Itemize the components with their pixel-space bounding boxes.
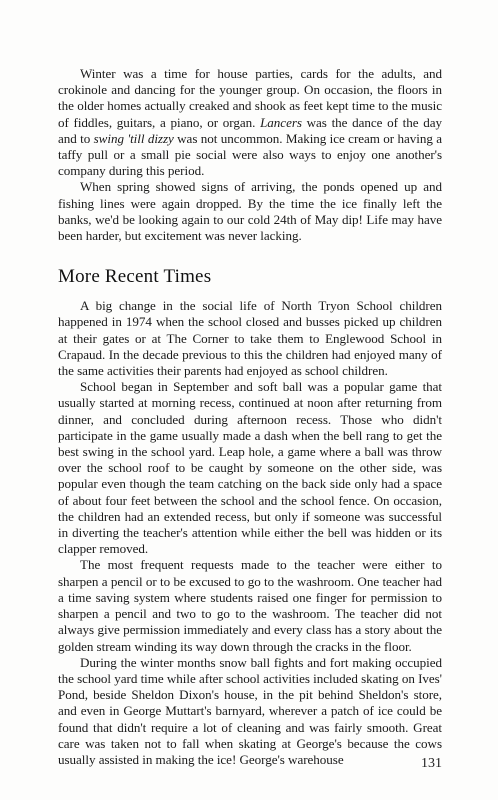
page-content bbox=[58, 66, 442, 768]
paragraph-text: During the winter months snow ball fights and fort making occupied the school yard time while after school activities included skating on Ives' Pond, beside Sheldon Dixon's house, in the pit behind Sheldon's store, and even in George Muttart's barnyard, wherever a patch of ice could be found that didn't require a lot of cleaning and was fairly smooth. Great care was taken not to fall when skating at George's because the cows usually assisted in making the ice! George's warehouse bbox=[58, 654, 442, 767]
section-heading: More Recent Times bbox=[58, 266, 212, 288]
paragraph bbox=[58, 655, 442, 768]
italic-term: Lancers bbox=[260, 114, 302, 130]
more-recent-times-section bbox=[58, 298, 442, 768]
italic-term: swing 'till dizzy bbox=[93, 130, 174, 146]
paragraph-text: When spring showed signs of arriving, the ponds opened up and fishing lines were again dropped. By the time the ice finally left the banks, we'd be looking again to our cold 24th of May dip! Life may have been harder, but excitement was never lacking. bbox=[58, 179, 442, 244]
paragraph bbox=[58, 557, 442, 654]
winter-spring-section bbox=[58, 66, 442, 244]
paragraph-text: School began in September and soft ball was a popular game that usually started at morning recess, continued at noon after returning from dinner, and concluded during afternoon recess. Those who didn't participate in the game usually made a dash when the bell rang to get the best swing in the school yard. Leap hole, a game where a ball was throw over the school roof to be caught by someone on the other side, was popular even though the team catching on the back side only had a space of about four feet between the school and the school fence. On occasion, the children had an extended recess, but only if someone was successful in diverting the teacher's attention while either the bell was hidden or its clapper removed. bbox=[58, 379, 442, 557]
paragraph bbox=[58, 179, 442, 244]
paragraph bbox=[58, 298, 442, 379]
paragraph-text: A big change in the social life of North Tryon School children happened in 1974 when the school closed and busses picked up children at their gates or at The Corner to take them to Englewood School in Crapaud. In the decade previous to this the children had enjoyed many of the same activities their parents had enjoyed as school children. bbox=[58, 298, 442, 379]
paragraph-text: The most frequent requests made to the teacher were either to sharpen a pencil or to be excused to go to the washroom. One teacher had a time saving system where students raised one finger for permission to sharpen a pencil and two to go to the washroom. The teacher did not always give permission immediately and every class has a story about the golden stream winding its way down through the cracks in the floor. bbox=[58, 557, 442, 654]
paragraph-text: was the dance of the day and to bbox=[58, 114, 443, 146]
page-number: 131 bbox=[421, 756, 442, 771]
paragraph-text: Winter was a time for house parties, cards for the adults, and crokinole and dancing for the younger group. On occasion, the floors in the older homes actually creaked and shook as feet kept time to the music of fiddles, guitars, a piano, or organ. bbox=[58, 66, 442, 130]
paragraph bbox=[58, 379, 442, 557]
paragraph bbox=[58, 66, 442, 179]
paragraph-text: was not uncommon. Making ice cream or having a taffy pull or a small pie social were also ways to enjoy one another's company during this period. bbox=[58, 130, 442, 179]
